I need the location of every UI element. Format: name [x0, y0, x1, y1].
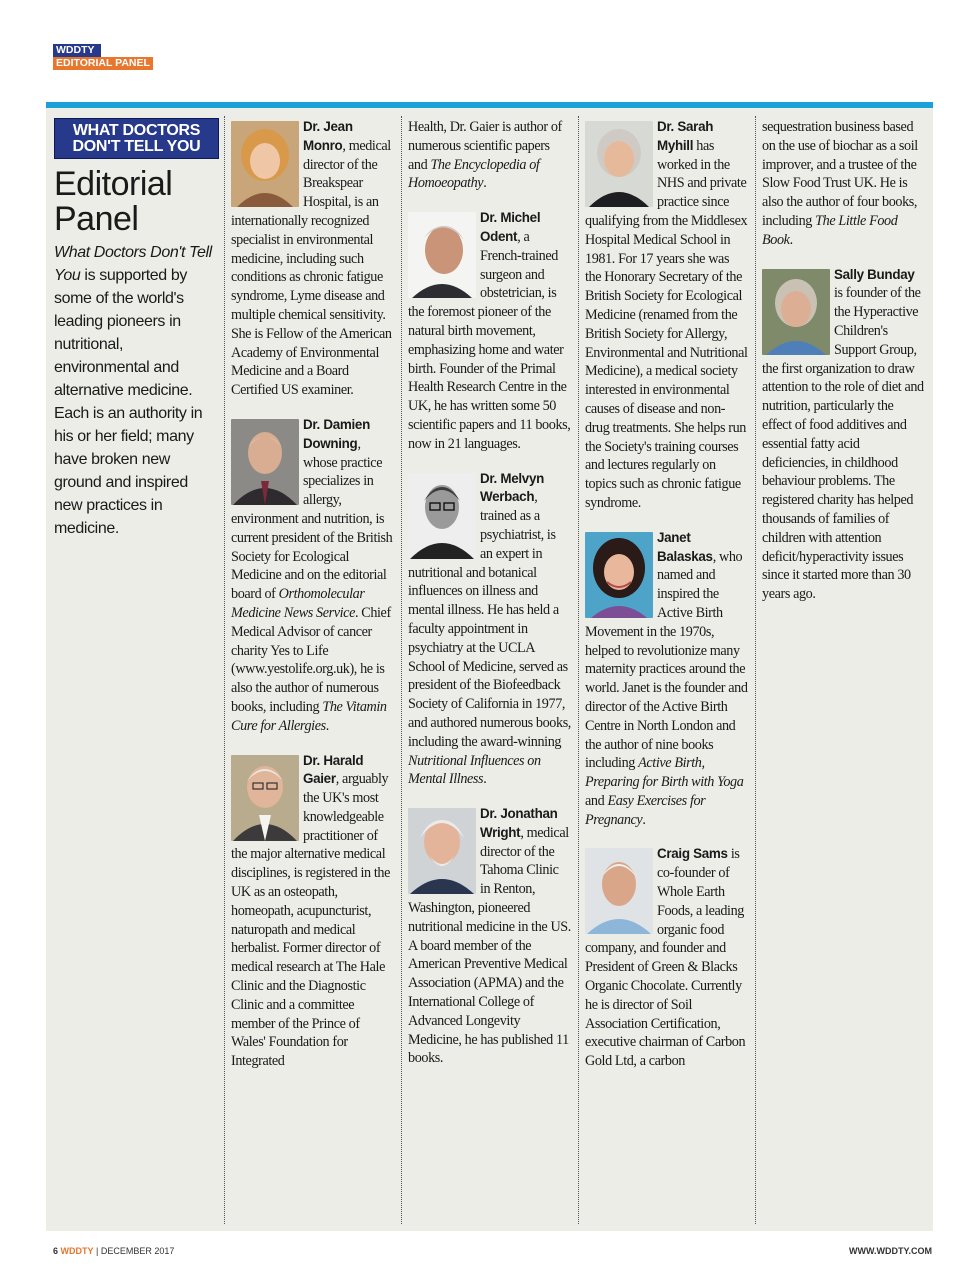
portrait-gaier-icon	[231, 755, 299, 841]
bio-name: Dr. Damien Downing	[303, 416, 370, 451]
bio-myhill: Dr. Sarah Myhill has worked in the NHS and private practice since qualifying from the Middlesex Hospital Medical School in 1981. For 17 years she was the Honorary Secretary of the British Society for Ecological Medicine (renamed from the British Society for Allergy, Environmental and Nutritional Medicine), a medical society interested in environmental causes of disease and non-drug treatments. She helps run the Society's training courses and lectures regularly on topics such as chronic fatigue syndrome.	[585, 119, 748, 511]
column-divider	[755, 116, 756, 1224]
bio-name: Dr. Sarah Myhill	[657, 119, 714, 153]
column-divider	[401, 116, 402, 1224]
section-tag	[53, 44, 153, 70]
bio-downing: Dr. Damien Downing, whose practice specializes in allergy, environment and nutrition, is current president of the British Society for Ecological Medicine and on the editorial board of Orthomolecular Medicine News Service. Chief Medical Advisor of cancer charity Yes to Life (www.yestolife.org.uk), he is also the author of numerous books, including The Vitamin Cure for Allergies.	[231, 416, 393, 734]
intro-text: What Doctors Don't Tell You is supported by some of the world's leading pioneers in nutritional, environmental and alternative medicine. Each is an authority in his or her field; many have broken new ground and inspired new practices in medicine.	[54, 244, 212, 537]
footer-left	[53, 1246, 174, 1256]
website-url: WWW.WDDTY.COM	[849, 1246, 932, 1256]
bio-column-4	[762, 118, 925, 620]
portrait-myhill-icon	[585, 121, 653, 207]
section-tag-brand: WDDTY	[53, 44, 101, 57]
bio-balaskas: Janet Balaskas, who named and inspired the Active Birth Movement in the 1970s, helped to revolutionize many maternity practices around the world. Janet is the founder and director of the Active Birth Centre in North London and the author of nine books including Active Birth, Preparing for Birth with Yoga and Easy Exercises for Pregnancy.	[585, 529, 748, 828]
bio-bunday: Sally Bunday is founder of the the Hyperactive Children's Support Group, the first organization to draw attention to the role of diet and nutrition, particularly the effect of food additives and essential fatty acid deficiencies, in childhood behaviour problems. The registered charity has helped thousands of families of children with attention deficit/hyperactivity issues since it started more than 30 years ago.	[762, 266, 924, 603]
page-title: Editorial Panel	[54, 165, 173, 238]
bio-gaier-continued: Health, Dr. Gaier is author of numerous scientific papers and The Encyclopedia of Homoeopathy.	[408, 119, 562, 192]
bio-name: Dr. Jean Monro	[303, 119, 353, 153]
bio-sams-continued: sequestration business based on the use of biochar as a soil improver, and a trustee of the Slow Food Trust UK. He is also the author of four books, including The Little Food Book.	[762, 119, 918, 248]
bio-column-3	[585, 118, 748, 1087]
intro-column	[54, 118, 219, 540]
bio-name: Dr. Harald Gaier	[303, 752, 364, 787]
portrait-downing-icon	[231, 419, 299, 505]
section-tag-title: EDITORIAL PANEL	[53, 57, 153, 70]
bio-name: Craig Sams	[657, 846, 728, 862]
bio-column-1	[231, 118, 394, 1087]
bio-name: Dr. Jonathan Wright	[480, 806, 558, 840]
portrait-werbach-icon	[408, 473, 476, 559]
bio-name: Janet Balaskas	[657, 529, 713, 564]
wddty-logo: WHAT DOCTORS DON'T TELL YOU	[54, 118, 219, 159]
column-divider	[224, 116, 225, 1224]
portrait-monro-icon	[231, 121, 299, 207]
issue-date: | DECEMBER 2017	[96, 1246, 175, 1256]
portrait-sams-icon	[585, 848, 653, 934]
bio-odent: Dr. Michel Odent, a French-trained surgeon and obstetrician, is the foremost pioneer of the natural birth movement, emphasizing home and water birth. Founder of the Primal Health Research Centre in the UK, he has written some 50 scientific papers and 11 books, now in 21 languages.	[408, 210, 571, 452]
footer-right	[849, 1246, 932, 1256]
bio-sams: Craig Sams is co-founder of Whole Earth Foods, a leading organic food company, and founder and President of Green & Blacks Organic Chocolate. Currently he is director of Soil Association Certification, executive chairman of Carbon Gold Ltd, a carbon	[585, 846, 746, 1070]
bio-name: Dr. Michel Odent	[480, 210, 541, 244]
bio-monro: Dr. Jean Monro, medical director of the Breakspear Hospital, is an internationally recognized specialist in environmental medicine, including such conditions as chronic fatigue syndrome, Lyme disease and multiple chemical sensitivity. She is Fellow of the American Academy of Environmental Medicine and a Board Certified US examiner.	[231, 119, 392, 399]
portrait-balaskas-icon	[585, 532, 653, 618]
page-number: 6	[53, 1246, 59, 1256]
portrait-bunday-icon	[762, 269, 830, 355]
portrait-odent-icon	[408, 212, 476, 298]
bio-name: Sally Bunday	[834, 266, 915, 282]
bio-werbach: Dr. Melvyn Werbach, trained as a psychiatrist, is an expert in nutritional and botanical influences on illness and mental illness. He has held a faculty appointment in psychiatry at the UCLA School of Medicine, served as president of the Biofeedback Society of California in 1977, and authored numerous books, including the award-winning Nutritional Influences on Mental Illness.	[408, 470, 571, 788]
bio-gaier: Dr. Harald Gaier, arguably the UK's most knowledgeable practitioner of the major alternative medical disciplines, is registered in the UK as an osteopath, homeopath, acupuncturist, naturopath and medical herbalist. Former director of medical research at The Hale Clinic and the Diagnostic Clinic and a committee member of the Prince of Wales' Foundation for Integrated	[231, 752, 390, 1070]
footer-brand: WDDTY	[60, 1246, 94, 1256]
bio-wright: Dr. Jonathan Wright, medical director of the Tahoma Clinic in Renton, Washington, pioneered nutritional medicine in the US. A board member of the American Preventive Medical Association (APMA) and the International College of Advanced Longevity Medicine, he has published 11 books.	[408, 806, 571, 1067]
bio-column-2	[408, 118, 571, 1084]
portrait-wright-icon	[408, 808, 476, 894]
bio-name: Dr. Melvyn Werbach	[480, 470, 544, 505]
column-divider	[578, 116, 579, 1224]
